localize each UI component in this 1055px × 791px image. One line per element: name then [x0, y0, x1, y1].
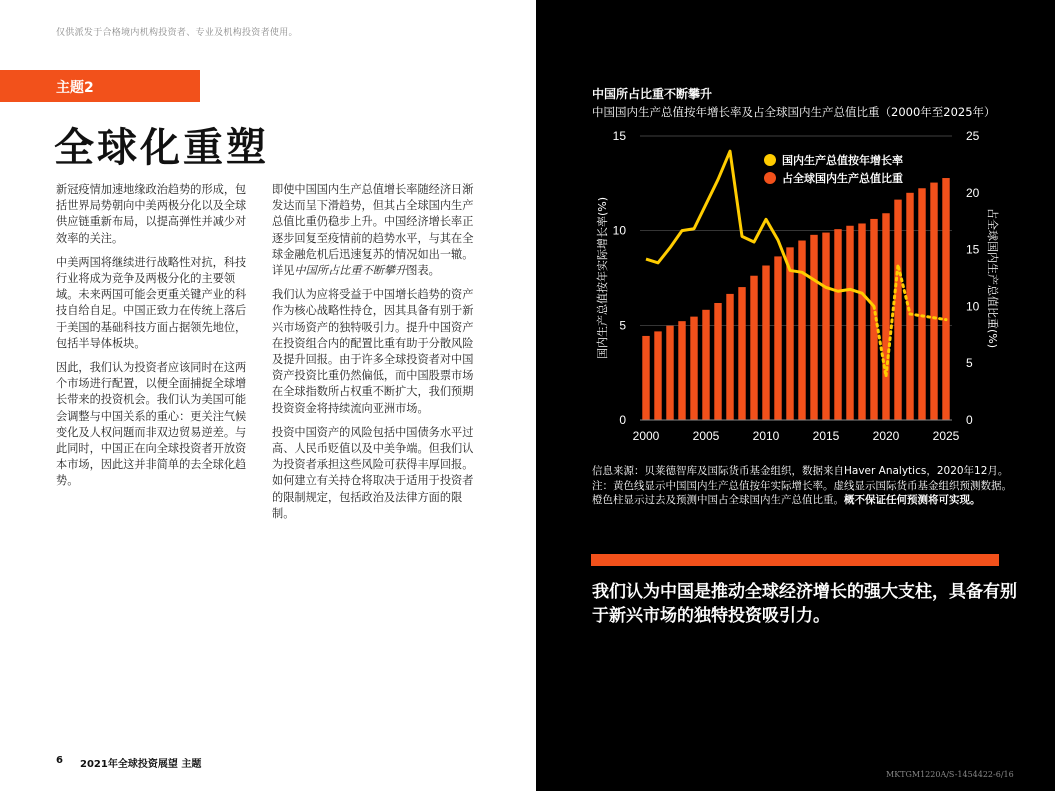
bar-2007 — [726, 294, 733, 420]
legend-marker-line — [764, 154, 776, 166]
source-text: 信息来源：贝莱德智库及国际货币基金组织，数据来自Haver Analytics，2020年12月。注：黄色线显示中国国内生产总值按年实际增长率。虚线显示国际货币基金组织预测数据。橙色柱显示过去及预测中国占全球国内生产总值比重。 — [592, 465, 1012, 506]
y-tick-right: 15 — [966, 242, 980, 257]
paragraph: 中美两国将继续进行战略性对抗，科技行业将成为竞争及两极分化的主要领域。未来两国可能会更重关键产业的科技自给自足。中国正致力在传统上落后于美国的基础科技方面占据领先地位，包括半导体板块。 — [56, 255, 247, 350]
legend-label: 占全球国内生产总值比重 — [782, 172, 903, 185]
orange-divider — [591, 554, 999, 566]
bar-2001 — [654, 331, 661, 420]
bar-2013 — [798, 241, 805, 420]
bar-2002 — [666, 326, 673, 420]
y-tick-left: 10 — [612, 223, 626, 238]
bar-2017 — [846, 226, 853, 420]
chart-subtitle: 中国国内生产总值按年增长率及占全球国内生产总值比重（2000年至2025年） — [592, 105, 996, 119]
bar-2012 — [786, 247, 793, 420]
y-tick-left: 0 — [619, 413, 626, 427]
bar-2010 — [762, 266, 769, 420]
bar-2004 — [690, 317, 697, 420]
y-axis-label-left: 国内生产总值按年实际增长率(%) — [596, 196, 609, 360]
legend-marker-bar — [764, 172, 776, 184]
chart — [536, 120, 1055, 450]
y-tick-right: 0 — [966, 413, 973, 427]
bar-2011 — [774, 256, 781, 420]
paragraph: 我们认为应将受益于中国增长趋势的资产作为核心战略性持仓，因其具备有别于新兴市场资产的独特吸引力。提升中国资产在投资组合内的配置比重有助于分散风险及提升回报。由于许多全球投资者对中国资产投资比重仍然偏低，而中国股票市场在全球指数所占权重不断扩大，我们预期投资资金将持续流向亚洲市场。 — [272, 288, 474, 415]
disclaimer-bold: 概不保证任何预测将可实现。 — [844, 494, 981, 506]
chart-reference: 中国所占比重不断攀升 — [294, 264, 407, 278]
x-tick: 2005 — [692, 429, 720, 443]
bar-2024 — [930, 183, 937, 420]
footer-text: 2021年全球投资展望 主题 — [80, 759, 202, 770]
bar-2005 — [702, 310, 709, 420]
y-axis-label-right: 占全球国内生产总值比重(%) — [986, 207, 999, 349]
bar-2000 — [642, 336, 649, 420]
source-note — [592, 464, 1012, 508]
paragraph: 因此，我们认为投资者应该同时在这两个市场进行配置，以便全面捕捉全球增长带来的投资机会。我们认为美国可能会调整与中国关系的重心：更关注气候变化及人权问题而非双边贸易逆差。与此同时，中国正在向全球投资者开放资本市场，因此这并非简单的去全球化趋势。 — [56, 361, 247, 488]
bar-2025 — [942, 178, 949, 420]
page-title: 全球化重塑 — [54, 125, 269, 171]
bar-2016 — [834, 229, 841, 420]
document-code: MKTGM1220A/S-1454422-6/16 — [886, 770, 1014, 779]
bar-2006 — [714, 303, 721, 420]
bar-2015 — [822, 233, 829, 420]
x-tick: 2010 — [752, 429, 780, 443]
chart-title: 中国所占比重不断攀升 — [592, 87, 713, 101]
x-tick: 2015 — [812, 429, 840, 443]
y-tick-left: 15 — [612, 129, 626, 143]
paragraph: 投资中国资产的风险包括中国债务水平过高、人民币贬值以及中美争端。但我们认为投资者承担这些风险可获得丰厚回报。如何建立有关持仓将取决于适用于投资者的限制规定，包括政治及法律方面的限制。 — [272, 425, 474, 520]
y-tick-right: 10 — [966, 299, 980, 314]
y-tick-left: 5 — [619, 318, 626, 333]
paragraph-text: 即使中国国内生产总值增长率随经济日渐发达而呈下滑趋势，但其占全球国内生产总值比重仍稳步上升。中国经济增长率正逐步回复至疫情前的趋势水平，与其在全球金融危机后迅速复苏的情况如出一辙。详见 — [272, 183, 474, 278]
pull-quote: 我们认为中国是推动全球经济增长的强大支柱，具备有别于新兴市场的独特投资吸引力。 — [592, 582, 1017, 626]
bar-2018 — [858, 223, 865, 420]
bar-2021 — [894, 200, 901, 420]
bar-2014 — [810, 235, 817, 420]
y-tick-right: 25 — [966, 129, 980, 143]
paragraph-text: 图表。 — [406, 264, 440, 278]
bar-2022 — [906, 193, 913, 420]
x-tick: 2020 — [872, 429, 900, 443]
bar-2003 — [678, 321, 685, 420]
paragraph — [272, 182, 480, 279]
left-column — [56, 182, 252, 498]
theme-label: 主题2 — [56, 80, 94, 96]
bar-2008 — [738, 287, 745, 420]
y-tick-right: 20 — [966, 185, 980, 200]
bar-2020 — [882, 213, 889, 420]
x-tick: 2000 — [632, 429, 660, 443]
theme-banner — [0, 70, 200, 102]
y-tick-right: 5 — [966, 356, 973, 371]
legend-label: 国内生产总值按年增长率 — [782, 154, 903, 167]
bar-2023 — [918, 188, 925, 420]
disclaimer: 仅供派发于合格境内机构投资者、专业及机构投资者使用。 — [56, 28, 298, 38]
page-number: 6 — [56, 755, 63, 766]
bar-2009 — [750, 276, 757, 420]
right-page — [536, 0, 1055, 791]
right-column — [272, 182, 480, 530]
x-tick: 2025 — [932, 429, 960, 443]
paragraph: 新冠疫情加速地缘政治趋势的形成，包括世界局势朝向中美两极分化以及全球供应链重新布局，以提高弹性并减少对效率的关注。 — [56, 183, 247, 245]
